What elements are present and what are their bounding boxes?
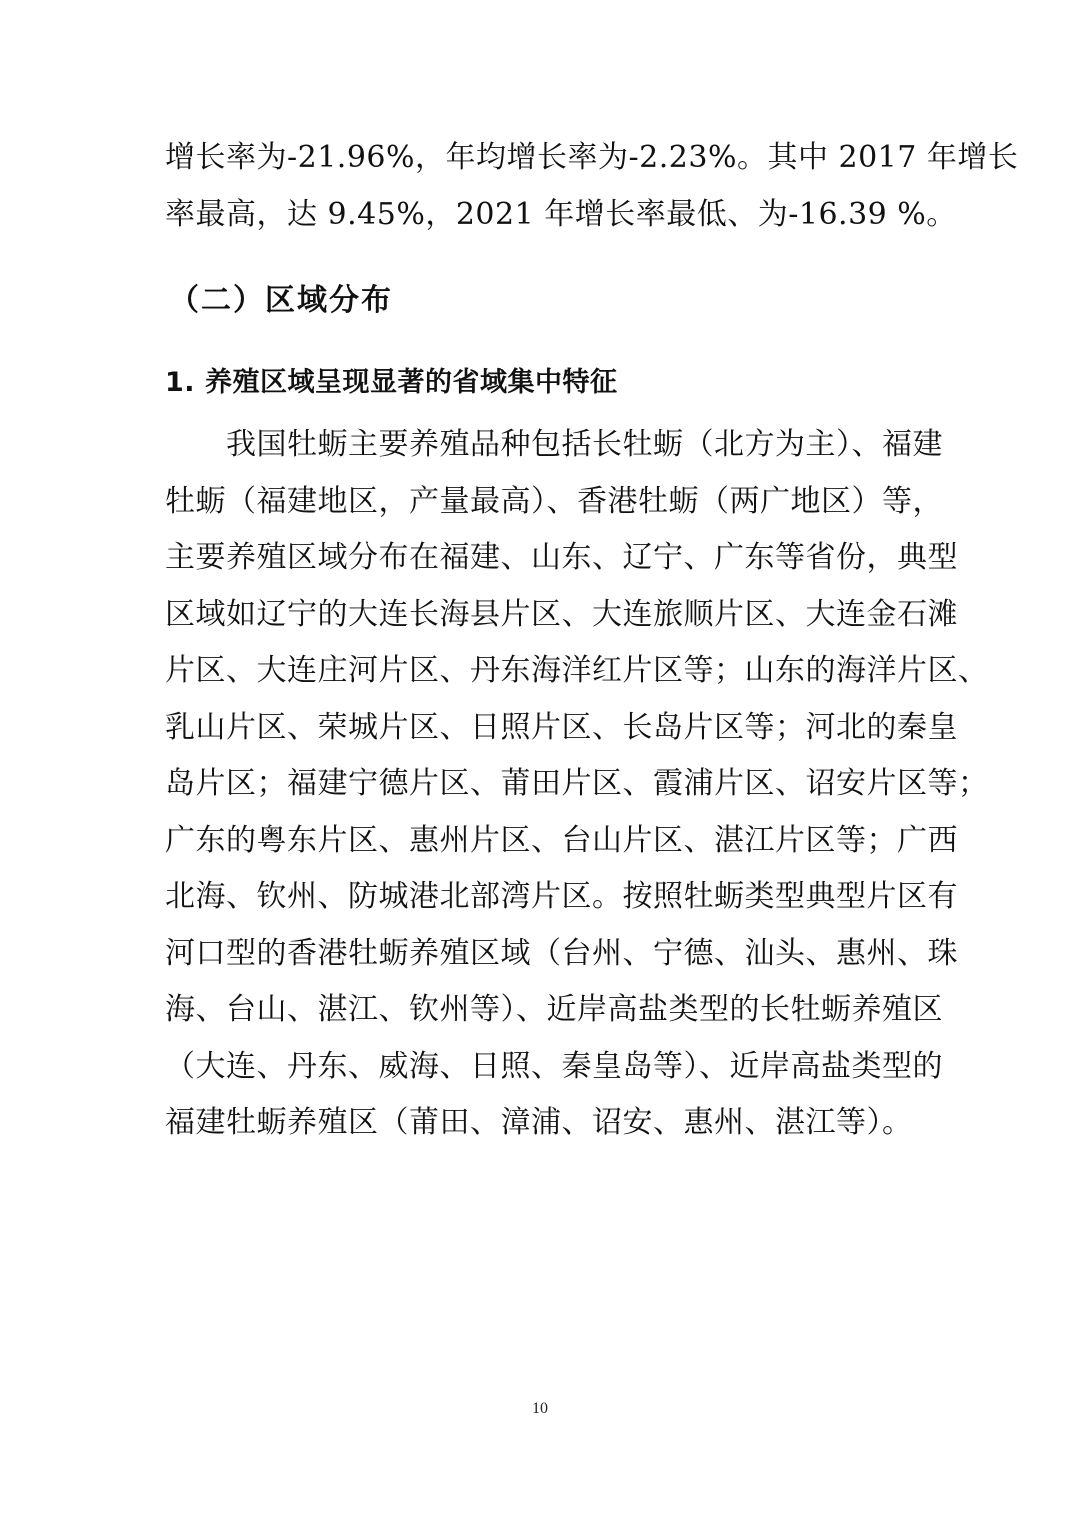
document-page [165,130,1019,1152]
text-line: 乳山片区、荣城片区、日照片区、长岛片区等；河北的秦皇 [165,709,958,745]
text-line: （大连、丹东、威海、日照、秦皇岛等）、近岸高盐类型的 [165,1048,943,1084]
section-heading: （二）区域分布 [169,283,393,318]
text-line: 岛片区；福建宁德片区、莆田片区、霞浦片区、诏安片区等； [165,766,989,801]
text-line: 区域如辽宁的大连长海县片区、大连旅顺片区、大连金石滩 [165,596,958,632]
text-line: 海、台山、湛江、钦州等）、近岸高盐类型的长牡蛎养殖区 [165,992,943,1027]
text-line: 率最高，达 9.45%，2021 年增长率最低、为-16.39 %。 [165,196,957,232]
paragraph-regional-distribution [165,417,989,1152]
paragraph-growth-rate [165,130,1019,243]
text-line: 我国牡蛎主要养殖品种包括长牡蛎（北方为主）、福建 [165,427,943,462]
text-line: 福建牡蛎养殖区（莆田、漳浦、诏安、惠州、湛江等）。 [165,1105,913,1140]
sub-heading: 1. 养殖区域呈现显著的省域集中特征 [165,367,618,398]
text-line: 片区、大连庄河片区、丹东海洋红片区等；山东的海洋片区、 [165,653,989,688]
text-line: 牡蛎（福建地区，产量最高）、香港牡蛎（两广地区）等， [165,483,943,519]
text-line: 北海、钦州、防城港北部湾片区。按照牡蛎类型典型片区有 [165,879,958,914]
text-line: 广东的粤东片区、惠州片区、台山片区、湛江片区等；广西 [165,822,958,858]
text-line: 河口型的香港牡蛎养殖区域（台州、宁德、汕头、惠州、珠 [165,935,958,971]
page-number: 10 [532,1400,548,1417]
text-line: 主要养殖区域分布在福建、山东、辽宁、广东等省份，典型 [165,540,958,575]
text-line: 增长率为-21.96%，年均增长率为-2.23%。其中 2017 年增长 [165,140,1019,175]
